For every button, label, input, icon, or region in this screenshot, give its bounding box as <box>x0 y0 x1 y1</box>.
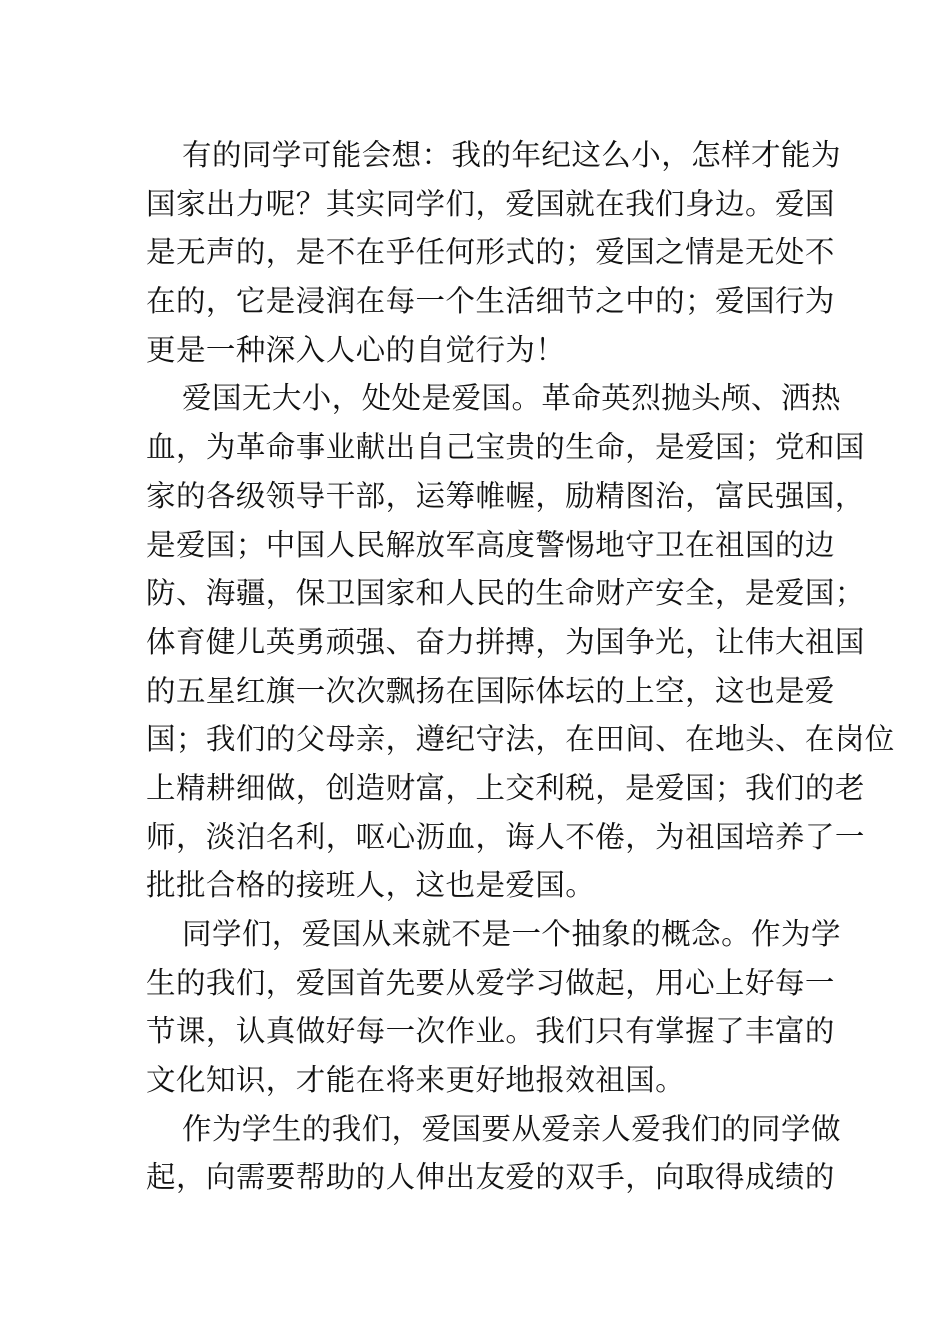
text-line: 起，向需要帮助的人伸出友爱的双手，向取得成绩的 <box>146 1160 835 1195</box>
text-line: 作为学生的我们，爱国要从爱亲人爱我们的同学做 <box>182 1111 841 1146</box>
text-line: 体育健儿英勇顽强、奋力拼搏，为国争光，让伟大祖国 <box>146 624 865 659</box>
text-line: 同学们，爱国从来就不是一个抽象的概念。作为学 <box>182 917 841 951</box>
text-line: 国；我们的父母亲，遵纪守法，在田间、在地头、在岗位 <box>146 722 895 757</box>
text-line: 更是一种深入人心的自觉行为！ <box>146 332 566 367</box>
text-line: 是无声的，是不在乎任何形式的；爱国之情是无处不 <box>146 235 835 270</box>
text-line: 上精耕细做，创造财富，上交利税，是爱国；我们的老 <box>146 770 865 805</box>
text-line: 批批合格的接班人，这也是爱国。 <box>146 868 596 903</box>
text-line: 家的各级领导干部，运筹帷幄，励精图治，富民强国， <box>146 478 865 513</box>
text-line: 生的我们，爱国首先要从爱学习做起，用心上好每一 <box>146 965 835 1000</box>
text-line: 师，淡泊名利，呕心沥血，诲人不倦，为祖国培养了一 <box>146 819 865 854</box>
document-page <box>146 131 895 1202</box>
text-line: 文化知识，才能在将来更好地报效祖国。 <box>146 1063 686 1098</box>
text-line: 防、海疆，保卫国家和人民的生命财产安全，是爱国； <box>146 576 865 611</box>
text-line: 是爱国；中国人民解放军高度警惕地守卫在祖国的边 <box>146 527 835 562</box>
text-line: 节课，认真做好每一次作业。我们只有掌握了丰富的 <box>146 1014 835 1049</box>
text-line: 在的，它是浸润在每一个生活细节之中的；爱国行为 <box>146 284 835 319</box>
text-line: 爱国无大小，处处是爱国。革命英烈抛头颅、洒热 <box>182 381 841 416</box>
text-line: 的五星红旗一次次飘扬在国际体坛的上空，这也是爱 <box>146 673 835 708</box>
text-line: 国家出力呢？其实同学们，爱国就在我们身边。爱国 <box>146 186 835 221</box>
text-line: 血，为革命事业献出自己宝贵的生命，是爱国；党和国 <box>146 430 865 465</box>
text-line: 有的同学可能会想：我的年纪这么小，怎样才能为 <box>182 138 841 172</box>
